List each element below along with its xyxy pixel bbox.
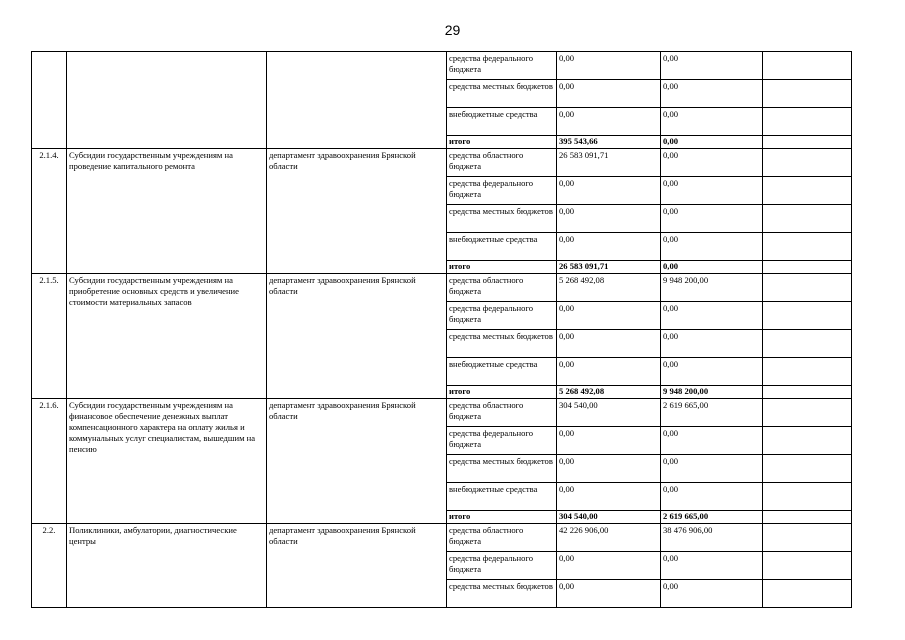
funding-source-cell: средства местных бюджетов: [447, 330, 557, 358]
executor-cell: департамент здравоохранения Брянской области: [267, 274, 447, 399]
item-name-cell: Поликлиники, амбулатории, диагностические центры: [67, 524, 267, 608]
executor-cell: департамент здравоохранения Брянской области: [267, 524, 447, 608]
funding-source-cell: средства областного бюджета: [447, 274, 557, 302]
funding-source-cell: итого: [447, 511, 557, 524]
amount-cell-1: 0,00: [557, 302, 661, 330]
amount-cell-1: 0,00: [557, 330, 661, 358]
empty-cell: [763, 483, 852, 511]
funding-source-cell: средства областного бюджета: [447, 524, 557, 552]
item-number-cell: 2.1.5.: [32, 274, 67, 399]
empty-cell: [763, 274, 852, 302]
empty-cell: [763, 358, 852, 386]
table-row: [32, 274, 852, 302]
empty-cell: [763, 427, 852, 455]
empty-cell: [763, 302, 852, 330]
amount-cell-1: 5 268 492,08: [557, 386, 661, 399]
amount-cell-1: 0,00: [557, 455, 661, 483]
funding-source-cell: внебюджетные средства: [447, 233, 557, 261]
amount-cell-2: 0,00: [661, 261, 763, 274]
page-number: 29: [444, 22, 461, 38]
empty-cell: [763, 511, 852, 524]
empty-cell: [763, 205, 852, 233]
amount-cell-2: 0,00: [661, 483, 763, 511]
amount-cell-1: 0,00: [557, 80, 661, 108]
funding-source-cell: средства федерального бюджета: [447, 427, 557, 455]
amount-cell-2: 0,00: [661, 552, 763, 580]
empty-cell: [763, 149, 852, 177]
amount-cell-2: 0,00: [661, 52, 763, 80]
funding-source-cell: средства федерального бюджета: [447, 177, 557, 205]
executor-cell: департамент здравоохранения Брянской области: [267, 399, 447, 524]
empty-cell: [763, 552, 852, 580]
amount-cell-1: 42 226 906,00: [557, 524, 661, 552]
amount-cell-1: 0,00: [557, 177, 661, 205]
amount-cell-2: 0,00: [661, 136, 763, 149]
amount-cell-2: 0,00: [661, 108, 763, 136]
item-number-cell: [32, 52, 67, 149]
empty-cell: [763, 177, 852, 205]
amount-cell-1: 0,00: [557, 108, 661, 136]
empty-cell: [763, 399, 852, 427]
amount-cell-2: 0,00: [661, 358, 763, 386]
empty-cell: [763, 80, 852, 108]
empty-cell: [763, 455, 852, 483]
funding-source-cell: внебюджетные средства: [447, 108, 557, 136]
empty-cell: [763, 261, 852, 274]
amount-cell-1: 0,00: [557, 483, 661, 511]
amount-cell-2: 0,00: [661, 580, 763, 608]
amount-cell-1: 0,00: [557, 427, 661, 455]
empty-cell: [763, 108, 852, 136]
amount-cell-2: 0,00: [661, 233, 763, 261]
funding-source-cell: итого: [447, 136, 557, 149]
amount-cell-2: 9 948 200,00: [661, 274, 763, 302]
funding-source-cell: средства федерального бюджета: [447, 52, 557, 80]
amount-cell-1: 0,00: [557, 233, 661, 261]
funding-source-cell: средства федерального бюджета: [447, 552, 557, 580]
amount-cell-1: 304 540,00: [557, 511, 661, 524]
table-row: [32, 149, 852, 177]
empty-cell: [763, 580, 852, 608]
table-row: [32, 52, 852, 80]
funding-source-cell: средства местных бюджетов: [447, 80, 557, 108]
executor-cell: [267, 52, 447, 149]
table-row: [32, 524, 852, 552]
empty-cell: [763, 52, 852, 80]
amount-cell-1: 0,00: [557, 52, 661, 80]
amount-cell-1: 0,00: [557, 358, 661, 386]
amount-cell-1: 395 543,66: [557, 136, 661, 149]
amount-cell-1: 304 540,00: [557, 399, 661, 427]
empty-cell: [763, 386, 852, 399]
funding-source-cell: итого: [447, 261, 557, 274]
budget-table: [31, 51, 852, 608]
item-name-cell: Субсидии государственным учреждениям на проведение капитального ремонта: [67, 149, 267, 274]
amount-cell-2: 9 948 200,00: [661, 386, 763, 399]
amount-cell-1: 0,00: [557, 205, 661, 233]
item-name-cell: [67, 52, 267, 149]
item-name-cell: Субсидии государственным учреждениям на финансовое обеспечение денежных выплат компенсационного характера на оплату жилья и коммунальных услуг специалистам, вышедшим на пенсию: [67, 399, 267, 524]
empty-cell: [763, 233, 852, 261]
funding-source-cell: средства областного бюджета: [447, 399, 557, 427]
funding-source-cell: внебюджетные средства: [447, 483, 557, 511]
funding-source-cell: средства местных бюджетов: [447, 580, 557, 608]
amount-cell-1: 5 268 492,08: [557, 274, 661, 302]
amount-cell-1: 0,00: [557, 580, 661, 608]
amount-cell-2: 2 619 665,00: [661, 511, 763, 524]
amount-cell-2: 2 619 665,00: [661, 399, 763, 427]
empty-cell: [763, 136, 852, 149]
amount-cell-1: 0,00: [557, 552, 661, 580]
amount-cell-1: 26 583 091,71: [557, 149, 661, 177]
item-number-cell: 2.1.4.: [32, 149, 67, 274]
empty-cell: [763, 330, 852, 358]
funding-source-cell: средства областного бюджета: [447, 149, 557, 177]
item-number-cell: 2.2.: [32, 524, 67, 608]
executor-cell: департамент здравоохранения Брянской области: [267, 149, 447, 274]
table-row: [32, 399, 852, 427]
funding-source-cell: средства федерального бюджета: [447, 302, 557, 330]
funding-source-cell: средства местных бюджетов: [447, 455, 557, 483]
funding-source-cell: итого: [447, 386, 557, 399]
item-name-cell: Субсидии государственным учреждениям на приобретение основных средств и увеличение стоимости материальных запасов: [67, 274, 267, 399]
empty-cell: [763, 524, 852, 552]
amount-cell-2: 0,00: [661, 177, 763, 205]
amount-cell-2: 0,00: [661, 149, 763, 177]
amount-cell-2: 38 476 906,00: [661, 524, 763, 552]
amount-cell-2: 0,00: [661, 455, 763, 483]
amount-cell-2: 0,00: [661, 302, 763, 330]
amount-cell-2: 0,00: [661, 80, 763, 108]
amount-cell-1: 26 583 091,71: [557, 261, 661, 274]
amount-cell-2: 0,00: [661, 205, 763, 233]
amount-cell-2: 0,00: [661, 330, 763, 358]
item-number-cell: 2.1.6.: [32, 399, 67, 524]
funding-source-cell: средства местных бюджетов: [447, 205, 557, 233]
funding-source-cell: внебюджетные средства: [447, 358, 557, 386]
amount-cell-2: 0,00: [661, 427, 763, 455]
